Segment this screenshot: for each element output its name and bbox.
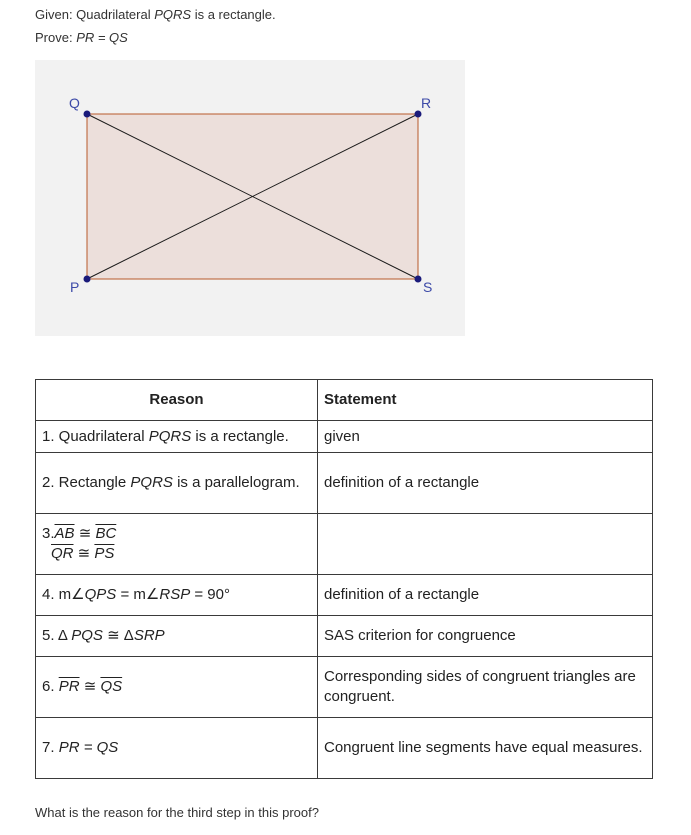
reason-cell: 1. Quadrilateral PQRS is a rectangle.	[36, 421, 318, 453]
table-row	[36, 453, 653, 514]
point-s	[415, 276, 422, 283]
proof-table	[35, 379, 653, 779]
statement-cell: Congruent line segments have equal measures.	[318, 718, 653, 779]
table-row	[36, 657, 653, 718]
question-text: What is the reason for the third step in this proof?	[35, 805, 319, 820]
reason-cell: 7. PR = QS	[36, 718, 318, 779]
point-r	[415, 111, 422, 118]
reason-cell: 6. $\overline{PR}$ ≅ $\overline{QS}$	[36, 657, 318, 718]
label-q: Q	[69, 95, 80, 111]
label-p: P	[70, 279, 80, 295]
statement-cell: definition of a rectangle	[318, 453, 653, 514]
label-r: R	[421, 95, 432, 111]
prove-line: Prove: PR = QS	[35, 30, 128, 45]
table-row	[36, 616, 653, 657]
table-row	[36, 514, 653, 575]
reason-cell: 2. Rectangle PQRS is a parallelogram.	[36, 453, 318, 514]
given-line: Given: Quadrilateral PQRS is a rectangle.	[35, 7, 276, 22]
reason-cell: 4. m∠QPS = m∠RSP = 90°	[36, 575, 318, 616]
rectangle-figure	[35, 60, 465, 336]
statement-cell: SAS criterion for congruence	[318, 616, 653, 657]
label-s: S	[423, 279, 433, 295]
statement-cell: definition of a rectangle	[318, 575, 653, 616]
statement-cell: given	[318, 421, 653, 453]
table-row	[36, 575, 653, 616]
point-p	[84, 276, 91, 283]
statement-cell-blank	[318, 514, 653, 575]
table-header-row	[36, 380, 653, 421]
header-statement: Statement	[318, 380, 653, 421]
table-row	[36, 718, 653, 779]
reason-cell: 5. Δ PQS ≅ ΔSRP	[36, 616, 318, 657]
table-row	[36, 421, 653, 453]
reason-cell: $3.\overline{AB}$ ≅ $\overline{BC}$ $\overline{QR}$ ≅ $\overline{PS}$	[36, 514, 318, 575]
header-reason: Reason	[36, 380, 318, 421]
point-q	[84, 111, 91, 118]
statement-cell: Corresponding sides of congruent triangles are congruent.	[318, 657, 653, 718]
